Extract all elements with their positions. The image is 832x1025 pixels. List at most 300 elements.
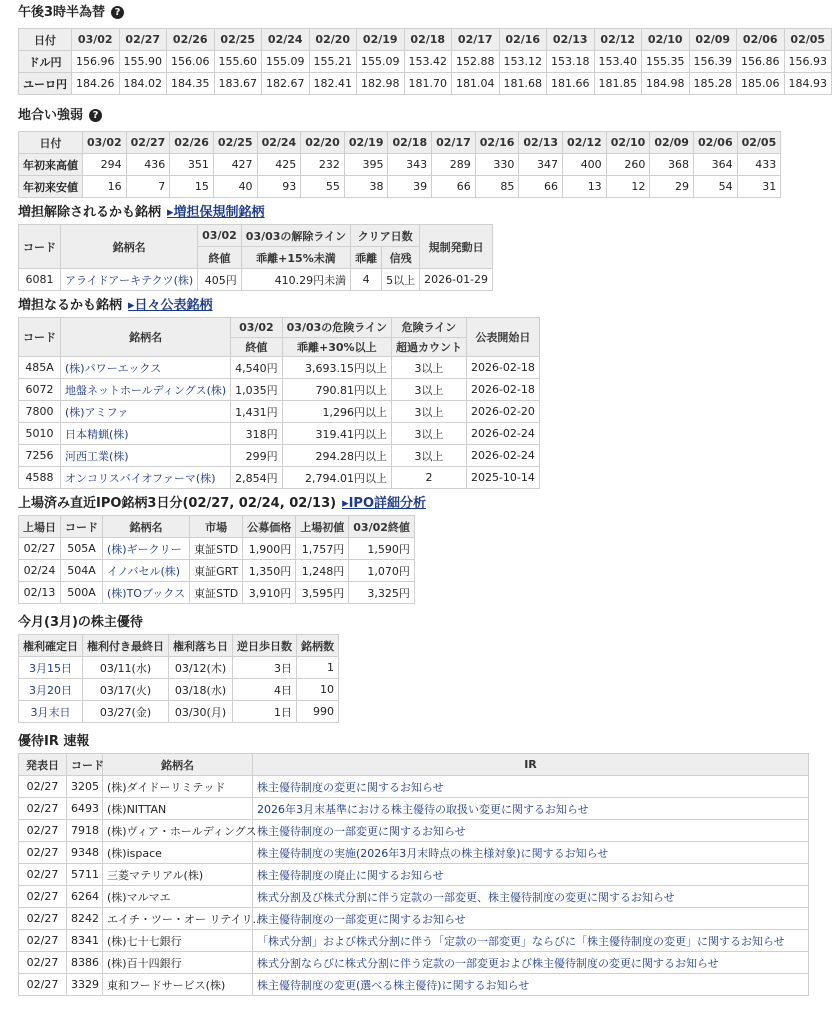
first-price-cell: 1,248円 — [296, 560, 349, 582]
stock-name: エイチ・ツー・オー リテイリ.. — [103, 908, 253, 930]
value-cell: 232 — [301, 154, 345, 176]
code-cell: 485A — [19, 357, 61, 379]
value-cell: 12 — [606, 176, 650, 198]
col-code: コード — [19, 225, 61, 269]
value-cell: 368 — [650, 154, 694, 176]
date-header: 02/20 — [309, 29, 357, 51]
fx-table — [18, 28, 832, 95]
date-cell: 02/27 — [19, 974, 67, 996]
last-date-cell: 03/27(金) — [83, 701, 169, 723]
ir-link[interactable]: 株主優待制度の変更に関するお知らせ — [253, 776, 809, 798]
col-close: 03/02終値 — [349, 516, 415, 538]
ir-link[interactable]: 株式分割及び株式分割に伴う定款の一部変更、株主優待制度の変更に関するお知らせ — [253, 886, 809, 908]
ir-link[interactable]: 株主優待制度の変更(選べる株主優待)に関するお知らせ — [253, 974, 809, 996]
count-cell: 10 — [297, 679, 339, 701]
value-cell: 39 — [388, 176, 432, 198]
col-dev: 乖離 — [351, 247, 382, 269]
code-cell: 6264 — [67, 886, 103, 908]
col-name: 銘柄名 — [103, 754, 253, 776]
col-market: 市場 — [190, 516, 243, 538]
stock-name: (株)マルマエ — [103, 886, 253, 908]
stock-name: (株)ダイドーリミテッド — [103, 776, 253, 798]
stock-name: 三菱マテリアル(株) — [103, 864, 253, 886]
date-header: 02/26 — [170, 132, 214, 154]
col-line: 03/03の危険ライン — [282, 318, 391, 338]
table-row — [19, 798, 809, 820]
value-cell: 29 — [650, 176, 694, 198]
line-cell: 294.28円以上 — [282, 445, 391, 467]
value-cell: 38 — [344, 176, 388, 198]
date-header: 02/17 — [432, 132, 476, 154]
value-cell: 330 — [475, 154, 519, 176]
last-date-cell: 03/17(火) — [83, 679, 169, 701]
ipo-table — [18, 515, 415, 604]
value-cell: 260 — [606, 154, 650, 176]
close-cell: 1,590円 — [349, 538, 415, 560]
date-cell: 02/27 — [19, 864, 67, 886]
close-cell: 1,035円 — [231, 379, 283, 401]
date-header: 02/16 — [499, 29, 547, 51]
col-line-sub: 乖離+30%以上 — [282, 337, 391, 357]
col-close: 03/02 — [198, 225, 242, 247]
row-label: 年初来高値 — [19, 154, 83, 176]
ir-link[interactable]: 株主優待制度の実施(2026年3月末時点の株主様対象)に関するお知らせ — [253, 842, 809, 864]
fx-title: 午後3時半為替 — [18, 5, 106, 20]
close-cell: 1,431円 — [231, 401, 283, 423]
value-cell: 66 — [432, 176, 476, 198]
col-date: 発表日 — [19, 754, 67, 776]
value-cell: 93 — [257, 176, 301, 198]
col-close-sub: 終値 — [231, 337, 283, 357]
date-header: 02/19 — [344, 132, 388, 154]
value-cell: 66 — [519, 176, 563, 198]
first-price-cell: 3,595円 — [296, 582, 349, 604]
col-close: 03/02 — [231, 318, 283, 338]
count-cell: 990 — [297, 701, 339, 723]
code-cell: 5010 — [19, 423, 61, 445]
date-header: 02/06 — [693, 132, 737, 154]
count-cell: 3以上 — [391, 401, 466, 423]
value-cell: 181.70 — [404, 73, 452, 95]
line-cell: 2,794.01円以上 — [282, 467, 391, 489]
date-cell: 02/27 — [19, 820, 67, 842]
value-cell: 185.28 — [689, 73, 737, 95]
code-cell: 504A — [61, 560, 103, 582]
date-header: 02/27 — [126, 132, 170, 154]
table-row — [19, 930, 809, 952]
line-cell: 410.29円未満 — [241, 269, 350, 291]
col-last: 権利付き最終日 — [83, 635, 169, 657]
table-row — [19, 445, 540, 467]
table-row — [19, 154, 781, 176]
value-cell: 181.85 — [594, 73, 642, 95]
value-cell: 153.42 — [404, 51, 452, 73]
start-cell: 2026-02-24 — [466, 445, 539, 467]
value-cell: 153.40 — [594, 51, 642, 73]
value-cell: 156.93 — [784, 51, 832, 73]
table-row — [19, 908, 809, 930]
ex-date-cell: 03/12(木) — [169, 657, 233, 679]
code-cell: 505A — [61, 538, 103, 560]
value-cell: 181.66 — [547, 73, 595, 95]
strength-title: 地合い強弱 — [18, 108, 84, 123]
stock-name: (株)NITTAN — [103, 798, 253, 820]
value-cell: 155.21 — [309, 51, 357, 73]
col-price: 公募価格 — [243, 516, 296, 538]
date-header: 03/02 — [83, 132, 127, 154]
help-icon[interactable]: ? — [89, 109, 102, 122]
col-date-header: 日付 — [19, 132, 83, 154]
value-cell: 184.35 — [167, 73, 215, 95]
table-row — [19, 357, 540, 379]
first-price-cell: 1,757円 — [296, 538, 349, 560]
code-cell: 9348 — [67, 842, 103, 864]
last-date-cell: 03/11(水) — [83, 657, 169, 679]
value-cell: 351 — [170, 154, 214, 176]
code-cell: 8341 — [67, 930, 103, 952]
close-cell: 1,070円 — [349, 560, 415, 582]
code-cell: 6493 — [67, 798, 103, 820]
table-row — [19, 679, 339, 701]
ipo-section-title — [18, 493, 768, 515]
table-row — [19, 776, 809, 798]
col-count: 危険ライン — [391, 318, 466, 338]
release-table — [18, 224, 493, 291]
code-cell: 7800 — [19, 401, 61, 423]
price-cell: 3,910円 — [243, 582, 296, 604]
date-cell: 02/27 — [19, 842, 67, 864]
value-cell: 156.96 — [72, 51, 120, 73]
value-cell: 184.98 — [642, 73, 690, 95]
table-row — [19, 73, 832, 95]
yutai-section-title — [18, 612, 768, 634]
confirm-date-link[interactable]: 3月15日 — [19, 657, 83, 679]
line-cell: 3,693.15円以上 — [282, 357, 391, 379]
date-header: 02/26 — [167, 29, 215, 51]
increase-title: 増担なるかも銘柄 — [18, 298, 123, 313]
confirm-date-link[interactable]: 3月20日 — [19, 679, 83, 701]
ipo-title: 上場済み直近IPO銘柄3日分(02/27, 02/24, 02/13) — [18, 496, 337, 511]
count-cell: 2 — [391, 467, 466, 489]
value-cell: 155.09 — [357, 51, 405, 73]
value-cell: 155.35 — [642, 51, 690, 73]
date-header: 02/17 — [452, 29, 500, 51]
fx-section-title — [18, 2, 768, 24]
row-label: 年初来安値 — [19, 176, 83, 198]
col-clear: クリア日数 — [351, 225, 420, 247]
code-cell: 6072 — [19, 379, 61, 401]
value-cell: 433 — [737, 154, 781, 176]
code-cell: 3329 — [67, 974, 103, 996]
count-cell: 3以上 — [391, 379, 466, 401]
date-header: 02/12 — [563, 132, 607, 154]
ir-link[interactable]: 株式分割ならびに株式分割に伴う定款の一部変更および株主優待制度の変更に関するお知らせ — [253, 952, 809, 974]
price-cell: 1,900円 — [243, 538, 296, 560]
table-row — [19, 701, 339, 723]
close-cell: 299円 — [231, 445, 283, 467]
col-code: コード — [19, 318, 61, 357]
date-cell: 02/27 — [19, 776, 67, 798]
close-cell: 2,854円 — [231, 467, 283, 489]
confirm-date-link[interactable]: 3月末日 — [19, 701, 83, 723]
code-cell: 5711 — [67, 864, 103, 886]
ir-link[interactable]: 2026年3月末基準における株主優待の取扱い変更に関するお知らせ — [253, 798, 809, 820]
date-header: 02/24 — [262, 29, 310, 51]
value-cell: 156.39 — [689, 51, 737, 73]
increase-link[interactable]: ▸日々公表銘柄 — [128, 298, 213, 313]
price-cell: 1,350円 — [243, 560, 296, 582]
date-header: 02/18 — [388, 132, 432, 154]
close-cell: 318円 — [231, 423, 283, 445]
start-cell: 2026-02-18 — [466, 357, 539, 379]
value-cell: 294 — [83, 154, 127, 176]
close-cell: 3,325円 — [349, 582, 415, 604]
code-cell: 8242 — [67, 908, 103, 930]
value-cell: 182.67 — [262, 73, 310, 95]
table-row — [19, 423, 540, 445]
col-code: コード — [67, 754, 103, 776]
start-cell: 2026-01-29 — [420, 269, 493, 291]
date-header: 02/20 — [301, 132, 345, 154]
col-count-sub: 超過カウント — [391, 337, 466, 357]
col-date: 上場日 — [19, 516, 61, 538]
dev-cell: 4 — [351, 269, 382, 291]
ir-link[interactable]: 「株式分割」および株式分割に伴う「定款の一部変更」ならびに「株主優待制度の変更」に関するお知らせ — [253, 930, 809, 952]
table-row — [19, 401, 540, 423]
code-cell: 7256 — [19, 445, 61, 467]
market-cell: 東証GRT — [190, 560, 243, 582]
date-header: 02/12 — [594, 29, 642, 51]
release-section-title — [18, 202, 768, 224]
date-cell: 02/27 — [19, 798, 67, 820]
date-cell: 02/24 — [19, 560, 61, 582]
col-credit: 信残 — [382, 247, 420, 269]
count-cell: 1 — [297, 657, 339, 679]
release-title: 増担解除されるかも銘柄 — [18, 205, 162, 220]
strength-table — [18, 131, 781, 198]
col-line-sub: 乖離+15%未満 — [241, 247, 350, 269]
value-cell: 54 — [693, 176, 737, 198]
yutai-title: 今月(3月)の株主優待 — [18, 615, 143, 630]
value-cell: 289 — [432, 154, 476, 176]
date-header: 02/10 — [642, 29, 690, 51]
code-cell: 3205 — [67, 776, 103, 798]
ipo-link[interactable]: ▸IPO詳細分析 — [342, 496, 427, 511]
code-cell: 8386 — [67, 952, 103, 974]
col-name: 銘柄名 — [61, 318, 231, 357]
table-row — [19, 820, 809, 842]
date-cell: 02/27 — [19, 952, 67, 974]
col-ir: IR — [253, 754, 809, 776]
value-cell: 427 — [213, 154, 257, 176]
value-cell: 184.26 — [72, 73, 120, 95]
days-cell: 4日 — [233, 679, 297, 701]
ir-link[interactable]: 株主優待制度の廃止に関するお知らせ — [253, 864, 809, 886]
start-cell: 2025-10-14 — [466, 467, 539, 489]
table-row — [19, 864, 809, 886]
value-cell: 184.02 — [119, 73, 167, 95]
table-row — [19, 582, 415, 604]
date-header: 03/02 — [72, 29, 120, 51]
count-cell: 3以上 — [391, 357, 466, 379]
increase-table — [18, 317, 540, 489]
ir-section-title — [18, 731, 768, 753]
value-cell: 155.90 — [119, 51, 167, 73]
ir-title: 優待IR 速報 — [18, 734, 90, 749]
date-header: 02/05 — [737, 132, 781, 154]
col-line: 03/03の解除ライン — [241, 225, 350, 247]
days-cell: 3日 — [233, 657, 297, 679]
table-row — [19, 560, 415, 582]
start-cell: 2026-02-18 — [466, 379, 539, 401]
value-cell: 181.68 — [499, 73, 547, 95]
value-cell: 152.88 — [452, 51, 500, 73]
date-header: 02/13 — [519, 132, 563, 154]
stock-name-link[interactable]: 日本精蝋(株) — [61, 423, 231, 445]
line-cell: 790.81円以上 — [282, 379, 391, 401]
stock-name: (株)七十七銀行 — [103, 930, 253, 952]
value-cell: 181.04 — [452, 73, 500, 95]
ex-date-cell: 03/30(月) — [169, 701, 233, 723]
value-cell: 425 — [257, 154, 301, 176]
ex-date-cell: 03/18(水) — [169, 679, 233, 701]
value-cell: 436 — [126, 154, 170, 176]
date-header: 02/10 — [606, 132, 650, 154]
table-row — [19, 842, 809, 864]
stock-name-link[interactable]: (株)ギークリー — [103, 538, 190, 560]
date-header: 02/09 — [689, 29, 737, 51]
col-name: 銘柄名 — [61, 225, 198, 269]
date-header: 02/24 — [257, 132, 301, 154]
value-cell: 85 — [475, 176, 519, 198]
col-confirm: 権利確定日 — [19, 635, 83, 657]
stock-name: (株)ヴィア・ホールディングス — [103, 820, 253, 842]
value-cell: 155.09 — [262, 51, 310, 73]
close-cell: 405円 — [198, 269, 242, 291]
value-cell: 182.41 — [309, 73, 357, 95]
value-cell: 156.06 — [167, 51, 215, 73]
date-cell: 02/13 — [19, 582, 61, 604]
close-cell: 4,540円 — [231, 357, 283, 379]
col-name: 銘柄名 — [103, 516, 190, 538]
date-cell: 02/27 — [19, 908, 67, 930]
stock-name-link[interactable]: (株)アミファ — [61, 401, 231, 423]
col-start: 公表開始日 — [466, 318, 539, 357]
table-row — [19, 51, 832, 73]
table-row — [19, 176, 781, 198]
stock-name: (株)ispace — [103, 842, 253, 864]
col-first: 上場初値 — [296, 516, 349, 538]
ir-link[interactable]: 株主優待制度の一部変更に関するお知らせ — [253, 820, 809, 842]
value-cell: 347 — [519, 154, 563, 176]
ir-link[interactable]: 株主優待制度の一部変更に関するお知らせ — [253, 908, 809, 930]
value-cell: 153.18 — [547, 51, 595, 73]
col-ex: 権利落ち日 — [169, 635, 233, 657]
help-icon[interactable]: ? — [111, 6, 124, 19]
strength-section-title — [18, 105, 768, 127]
value-cell: 31 — [737, 176, 781, 198]
value-cell: 185.06 — [737, 73, 785, 95]
value-cell: 7 — [126, 176, 170, 198]
table-row — [19, 379, 540, 401]
col-start: 規制発動日 — [420, 225, 493, 269]
date-header: 02/13 — [547, 29, 595, 51]
table-row — [19, 974, 809, 996]
code-cell: 500A — [61, 582, 103, 604]
start-cell: 2026-02-24 — [466, 423, 539, 445]
value-cell: 153.12 — [499, 51, 547, 73]
table-row — [19, 952, 809, 974]
value-cell: 183.67 — [214, 73, 262, 95]
table-row — [19, 269, 493, 291]
line-cell: 1,296円以上 — [282, 401, 391, 423]
col-code: コード — [61, 516, 103, 538]
row-label: ユーロ円 — [19, 73, 72, 95]
days-cell: 1日 — [233, 701, 297, 723]
market-cell: 東証STD — [190, 582, 243, 604]
value-cell: 13 — [563, 176, 607, 198]
start-cell: 2026-02-20 — [466, 401, 539, 423]
col-close-sub: 終値 — [198, 247, 242, 269]
date-header: 02/27 — [119, 29, 167, 51]
code-cell: 6081 — [19, 269, 61, 291]
ir-table — [18, 753, 809, 996]
stock-name-link[interactable]: 地盤ネットホールディングス(株) — [61, 379, 231, 401]
release-link[interactable]: ▸増担保規制銘柄 — [167, 205, 265, 220]
row-label: ドル円 — [19, 51, 72, 73]
stock-name-link[interactable]: イノバセル(株) — [103, 560, 190, 582]
value-cell: 182.98 — [357, 73, 405, 95]
table-row — [19, 886, 809, 908]
value-cell: 400 — [563, 154, 607, 176]
value-cell: 156.86 — [737, 51, 785, 73]
count-cell: 3以上 — [391, 445, 466, 467]
col-days: 逆日歩日数 — [233, 635, 297, 657]
table-row — [19, 657, 339, 679]
col-count: 銘柄数 — [297, 635, 339, 657]
stock-name-link[interactable]: 河西工業(株) — [61, 445, 231, 467]
value-cell: 184.93 — [784, 73, 832, 95]
date-header: 02/16 — [475, 132, 519, 154]
stock-name: 東和フードサービス(株) — [103, 974, 253, 996]
date-header: 02/05 — [784, 29, 832, 51]
code-cell: 4588 — [19, 467, 61, 489]
date-header: 02/19 — [357, 29, 405, 51]
table-row — [19, 538, 415, 560]
increase-section-title — [18, 295, 768, 317]
date-header: 02/18 — [404, 29, 452, 51]
stock-name-link[interactable]: (株)パワーエックス — [61, 357, 231, 379]
value-cell: 155.60 — [214, 51, 262, 73]
date-cell: 02/27 — [19, 930, 67, 952]
date-header: 02/09 — [650, 132, 694, 154]
date-header: 02/25 — [214, 29, 262, 51]
value-cell: 16 — [83, 176, 127, 198]
stock-name-link[interactable]: アライドアーキテクツ(株) — [61, 269, 198, 291]
value-cell: 15 — [170, 176, 214, 198]
value-cell: 343 — [388, 154, 432, 176]
credit-cell: 5以上 — [382, 269, 420, 291]
date-header: 02/25 — [213, 132, 257, 154]
stock-name: (株)百十四銀行 — [103, 952, 253, 974]
value-cell: 40 — [213, 176, 257, 198]
stock-name-link[interactable]: (株)TOブックス — [103, 582, 190, 604]
count-cell: 3以上 — [391, 423, 466, 445]
stock-name-link[interactable]: オンコリスバイオファーマ(株) — [61, 467, 231, 489]
yutai-table — [18, 634, 339, 723]
col-date-header: 日付 — [19, 29, 72, 51]
market-cell: 東証STD — [190, 538, 243, 560]
